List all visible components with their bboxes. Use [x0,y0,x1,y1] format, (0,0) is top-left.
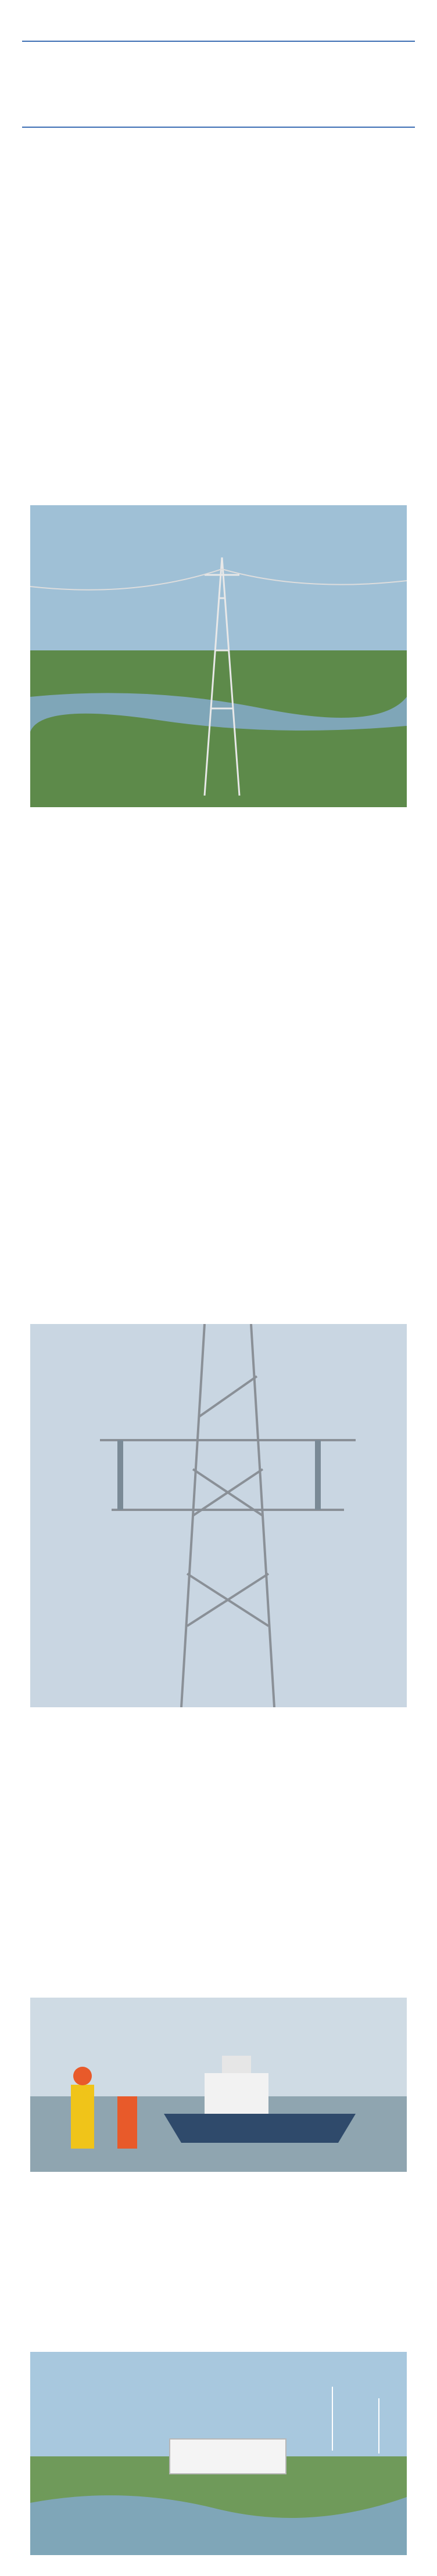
photo-4-illustration [30,2352,407,2555]
photo-3-illustration [30,1998,407,2172]
photo-2 [30,1324,407,1707]
photo-1-illustration [30,505,407,807]
photo-4 [30,2352,407,2555]
photo-3 [30,1998,407,2172]
intro-box [22,41,415,128]
photo-1 [30,505,407,807]
photo-2-illustration [30,1324,407,1707]
